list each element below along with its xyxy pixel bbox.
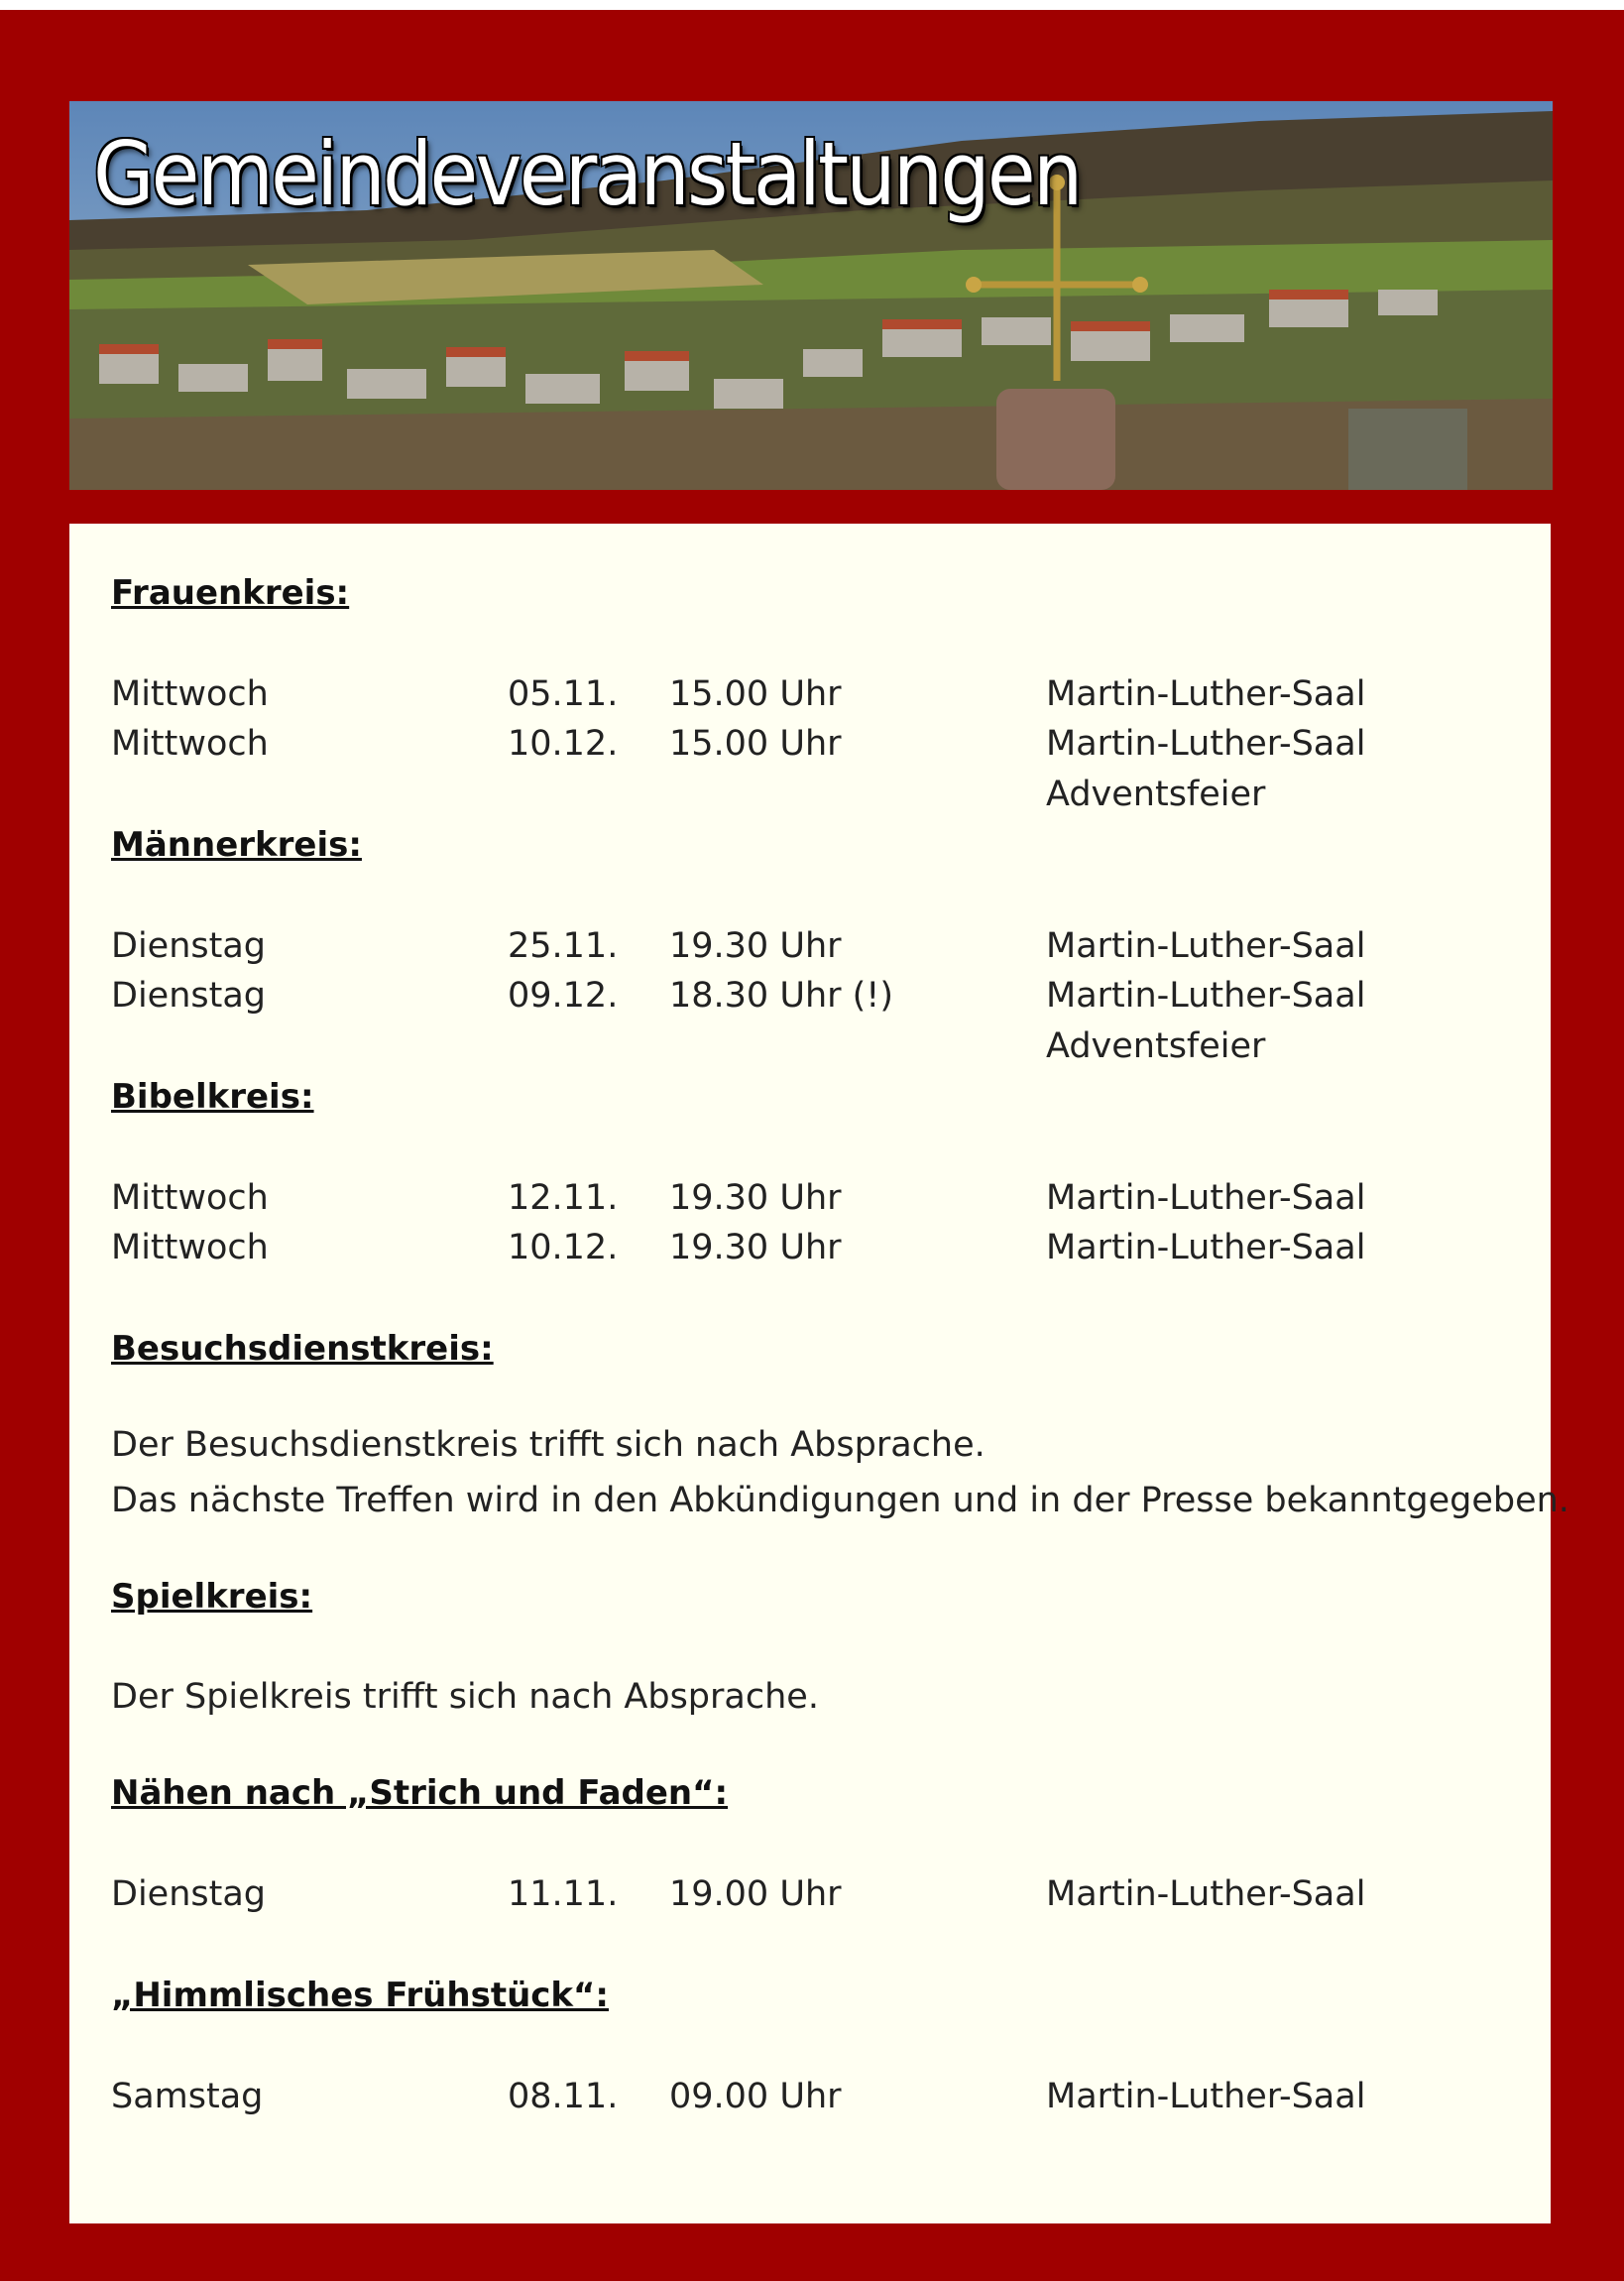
info-text: Das nächste Treffen wird in den Abkündigungen und in der Presse bekanntgegeben. — [111, 1481, 1569, 1520]
content-panel — [69, 524, 1569, 2223]
event-time: 19.30 Uhr — [669, 926, 842, 966]
event-time: 15.00 Uhr — [669, 674, 842, 714]
section-heading-maennerkreis: Männerkreis: — [111, 825, 362, 865]
event-row — [111, 1869, 1519, 1919]
event-row — [111, 719, 1519, 769]
event-row — [111, 971, 1519, 1020]
event-day: Samstag — [111, 2077, 264, 2116]
event-row — [111, 921, 1519, 971]
event-note-text: Adventsfeier — [1046, 1026, 1266, 1066]
info-text: Der Spielkreis trifft sich nach Absprache. — [111, 1677, 819, 1717]
header-banner — [69, 101, 1553, 490]
event-date: 10.12. — [508, 1228, 619, 1267]
event-note-text: Adventsfeier — [1046, 775, 1266, 814]
event-date: 08.11. — [508, 2077, 619, 2116]
section-heading-besuchsdienstkreis: Besuchsdienstkreis: — [111, 1329, 494, 1369]
event-day: Mittwoch — [111, 1178, 269, 1218]
event-list — [111, 568, 1569, 2121]
event-place: Martin-Luther-Saal — [1046, 674, 1366, 714]
event-note — [111, 1020, 1519, 1072]
section-heading-bibelkreis: Bibelkreis: — [111, 1077, 314, 1117]
event-place: Martin-Luther-Saal — [1046, 1228, 1366, 1267]
section-heading-fruehstueck: „Himmlisches Frühstück“: — [111, 1976, 609, 2015]
event-day: Dienstag — [111, 926, 267, 966]
event-place: Martin-Luther-Saal — [1046, 724, 1366, 764]
event-day: Mittwoch — [111, 674, 269, 714]
event-place: Martin-Luther-Saal — [1046, 926, 1366, 966]
event-note — [111, 769, 1519, 820]
event-place: Martin-Luther-Saal — [1046, 976, 1366, 1016]
event-date: 10.12. — [508, 724, 619, 764]
event-date: 11.11. — [508, 1874, 619, 1914]
event-row — [111, 1223, 1519, 1272]
event-time: 15.00 Uhr — [669, 724, 842, 764]
event-date: 12.11. — [508, 1178, 619, 1218]
event-day: Mittwoch — [111, 1228, 269, 1267]
event-date: 25.11. — [508, 926, 619, 966]
section-heading-spielkreis: Spielkreis: — [111, 1577, 313, 1617]
event-place: Martin-Luther-Saal — [1046, 1874, 1366, 1914]
event-row — [111, 2072, 1519, 2121]
event-day: Mittwoch — [111, 724, 269, 764]
event-place: Martin-Luther-Saal — [1046, 1178, 1366, 1218]
event-row — [111, 669, 1519, 719]
event-date: 09.12. — [508, 976, 619, 1016]
event-place: Martin-Luther-Saal — [1046, 2077, 1366, 2116]
event-time: 09.00 Uhr — [669, 2077, 842, 2116]
section-heading-frauenkreis: Frauenkreis: — [111, 573, 350, 613]
info-text: Der Besuchsdienstkreis trifft sich nach Absprache. — [111, 1425, 986, 1465]
event-row — [111, 1173, 1519, 1223]
event-time: 19.30 Uhr — [669, 1228, 842, 1267]
page-title: Gemeindeveranstaltungen — [93, 123, 1081, 225]
event-time: 19.30 Uhr — [669, 1178, 842, 1218]
event-time: 19.00 Uhr — [669, 1874, 842, 1914]
event-time: 18.30 Uhr (!) — [669, 976, 893, 1016]
event-day: Dienstag — [111, 976, 267, 1016]
event-day: Dienstag — [111, 1874, 267, 1914]
section-heading-naehen: Nähen nach „Strich und Faden“: — [111, 1773, 729, 1813]
event-date: 05.11. — [508, 674, 619, 714]
